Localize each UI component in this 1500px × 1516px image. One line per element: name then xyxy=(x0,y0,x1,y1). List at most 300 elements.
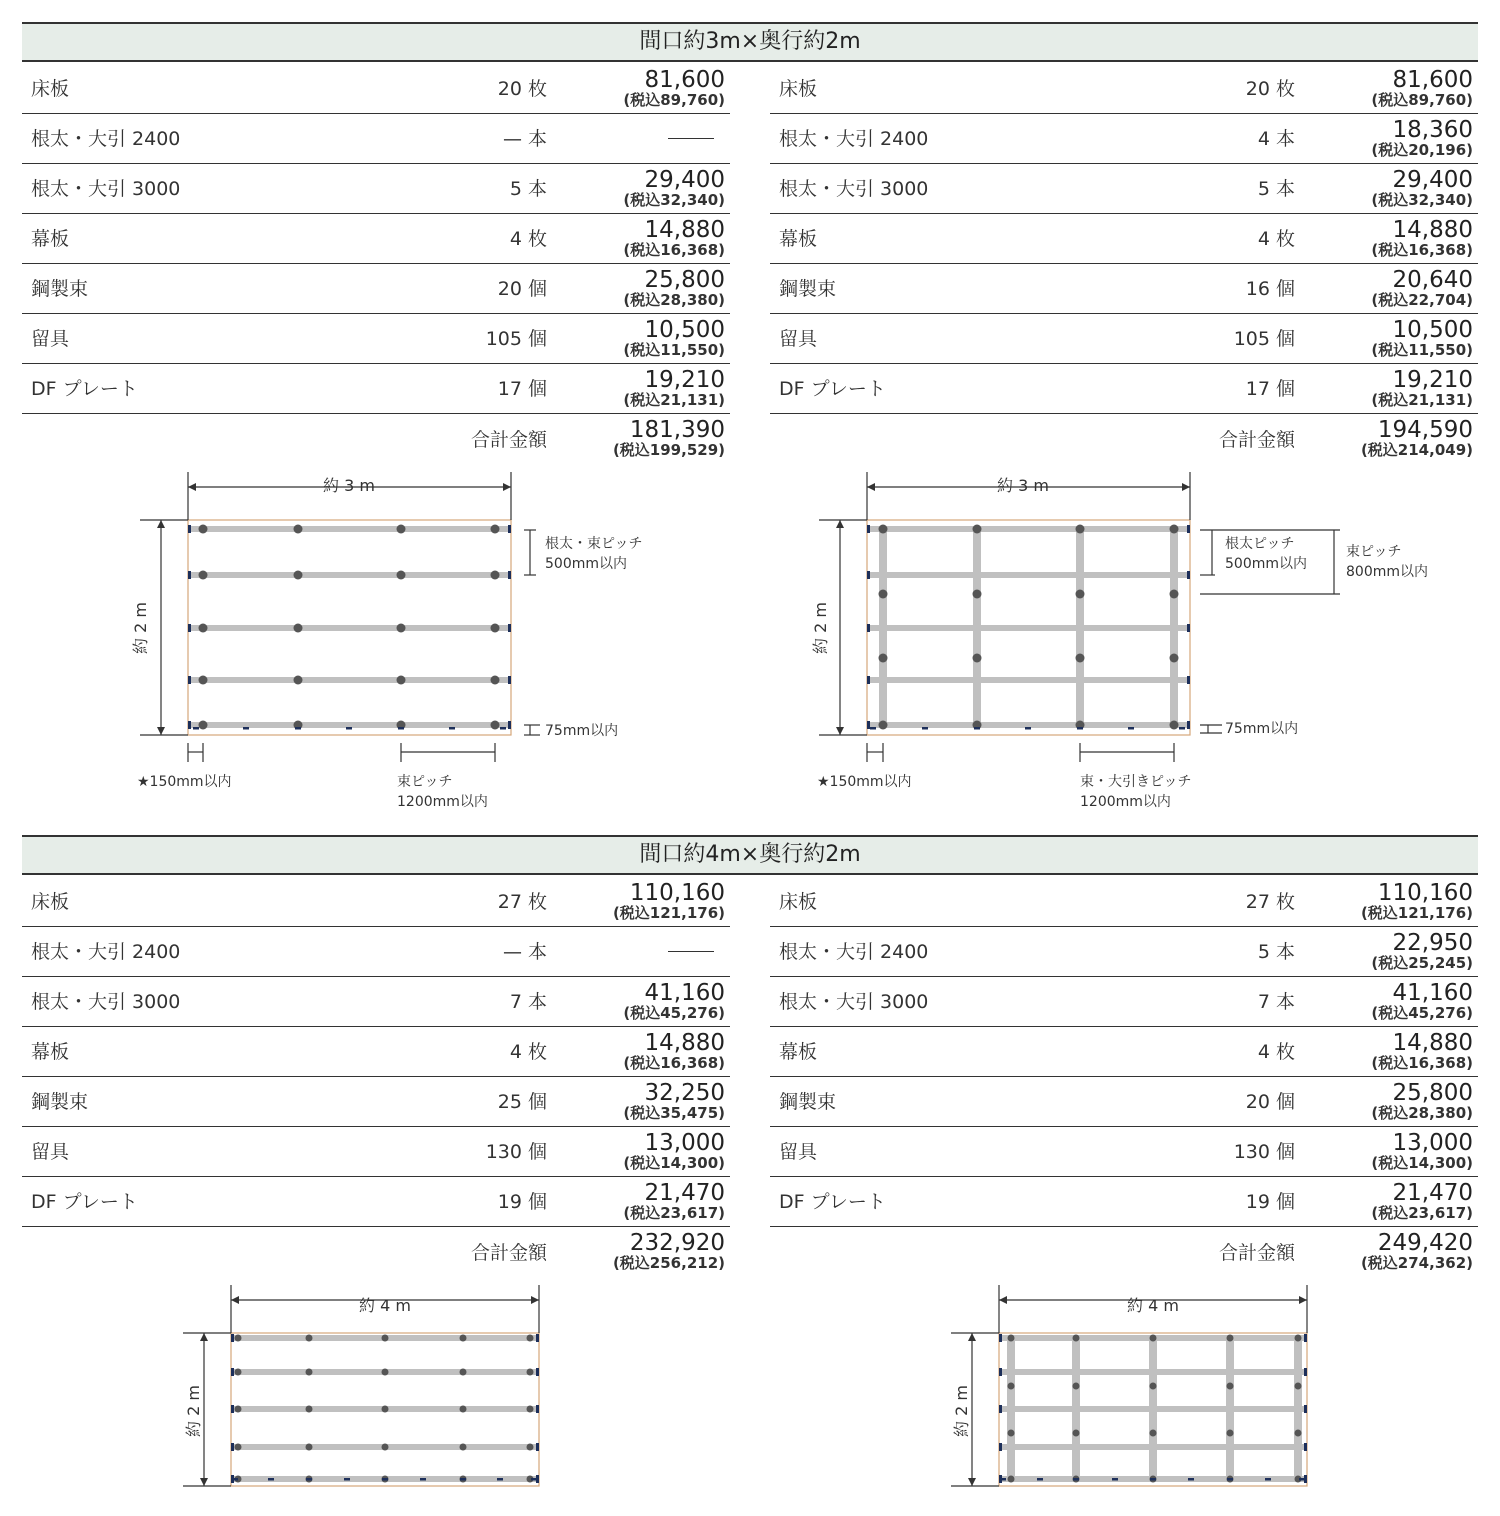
bottom-clip xyxy=(922,727,928,730)
item-qty: 5 本 xyxy=(509,178,547,200)
bottom-clip xyxy=(398,727,404,730)
bottom-pitch-label: 束・大引きピッチ xyxy=(1080,774,1192,790)
price-value: 110,160 xyxy=(1377,880,1473,906)
item-qty: 7 本 xyxy=(509,991,547,1013)
item-name: 鋼製束 xyxy=(31,1091,89,1113)
price-value: 21,470 xyxy=(1392,1180,1473,1206)
price-tax: (税込89,760) xyxy=(623,91,725,109)
item-name: DF プレート xyxy=(31,1191,138,1213)
item-qty: 4 枚 xyxy=(1257,1041,1295,1063)
post-dot xyxy=(879,590,888,599)
item-qty: 16 個 xyxy=(1245,278,1295,300)
joist-horizontal xyxy=(190,677,509,683)
edge-label: 75mm以内 xyxy=(1225,721,1299,737)
post-dot xyxy=(1008,1430,1015,1437)
bottom-clip xyxy=(1073,1478,1079,1481)
post-dot xyxy=(382,1335,389,1342)
item-qty: 20 枚 xyxy=(1245,78,1295,100)
bottom-pitch-value: 1200mm以内 xyxy=(1080,794,1171,810)
post-dot xyxy=(491,624,500,633)
item-name: 床板 xyxy=(779,78,818,100)
item-qty: 27 枚 xyxy=(497,891,547,913)
post-dot xyxy=(306,1444,313,1451)
end-clip xyxy=(867,571,870,579)
post-dot xyxy=(1227,1383,1234,1390)
price-tax: (税込214,049) xyxy=(1360,441,1473,459)
joist-horizontal xyxy=(190,572,509,578)
post-dot xyxy=(527,1369,534,1376)
post-dot xyxy=(460,1369,467,1376)
price-tax: (税込45,276) xyxy=(623,1004,725,1022)
price-value: 110,160 xyxy=(629,880,725,906)
post-dot xyxy=(879,721,888,730)
post-dot xyxy=(1076,590,1085,599)
end-clip xyxy=(1304,1443,1307,1451)
price-tax: (税込199,529) xyxy=(612,441,725,459)
price-tax: (税込256,212) xyxy=(612,1254,725,1272)
post-dot xyxy=(199,571,208,580)
price-value: 81,600 xyxy=(644,67,725,93)
item-name: 幕板 xyxy=(31,228,70,250)
item-qty: 5 本 xyxy=(1257,178,1295,200)
post-pitch-label: 束ピッチ xyxy=(1346,544,1402,560)
post-dot xyxy=(1076,525,1085,534)
post-dot xyxy=(294,525,303,534)
star-label: ★150mm以内 xyxy=(137,774,232,790)
post-dot xyxy=(382,1369,389,1376)
bottom-clip xyxy=(268,1478,274,1481)
post-dot xyxy=(491,525,500,534)
price-value: 194,590 xyxy=(1377,417,1473,443)
bottom-clip xyxy=(232,1478,238,1481)
price-value: 29,400 xyxy=(1392,167,1473,193)
price-tax: (税込32,340) xyxy=(623,191,725,209)
post-dot xyxy=(460,1406,467,1413)
bottom-clip xyxy=(449,727,455,730)
post-dot xyxy=(1295,1383,1302,1390)
item-name: 幕板 xyxy=(779,1041,818,1063)
post-dot xyxy=(294,676,303,685)
depth-label: 約 2 m xyxy=(811,602,830,654)
edge-label: 75mm以内 xyxy=(545,723,619,739)
joist-horizontal xyxy=(869,526,1188,532)
post-dot xyxy=(235,1406,242,1413)
price-tax: (税込28,380) xyxy=(1371,1104,1473,1122)
price-tax: (税込89,760) xyxy=(1371,91,1473,109)
post-dot xyxy=(491,676,500,685)
post-dot xyxy=(1073,1383,1080,1390)
item-qty: 17 個 xyxy=(1245,378,1295,400)
width-label: 約 4 m xyxy=(359,1296,411,1315)
price-value: 25,800 xyxy=(1392,1080,1473,1106)
post-dot xyxy=(1227,1430,1234,1437)
bottom-clip xyxy=(193,727,199,730)
price-value: 22,950 xyxy=(1392,930,1473,956)
end-clip xyxy=(1187,676,1190,684)
end-clip xyxy=(1304,1368,1307,1376)
section-header: 間口約4m×奥行約2m xyxy=(22,835,1478,875)
item-qty: 19 個 xyxy=(1245,1191,1295,1213)
post-dot xyxy=(199,624,208,633)
item-name: 鋼製束 xyxy=(779,1091,837,1113)
item-qty: 130 個 xyxy=(1233,1141,1295,1163)
item-name: DF プレート xyxy=(779,1191,886,1213)
end-clip xyxy=(867,525,870,533)
price-value: 249,420 xyxy=(1377,1230,1473,1256)
pitch-value: 500mm以内 xyxy=(1225,556,1307,572)
item-name: DF プレート xyxy=(31,378,138,400)
item-qty: — 本 xyxy=(502,128,547,150)
item-qty: 4 枚 xyxy=(509,228,547,250)
bottom-clip xyxy=(1179,727,1185,730)
arrow-head xyxy=(968,1333,976,1341)
item-qty: 4 本 xyxy=(1257,128,1295,150)
end-clip xyxy=(1187,624,1190,632)
joist-horizontal xyxy=(869,572,1188,578)
post-dot xyxy=(1076,654,1085,663)
joist-horizontal xyxy=(1001,1369,1305,1375)
joist-horizontal xyxy=(869,677,1188,683)
post-dot xyxy=(1150,1430,1157,1437)
post-dot xyxy=(235,1369,242,1376)
price-tax: (税込23,617) xyxy=(623,1204,725,1222)
item-qty: 20 枚 xyxy=(497,78,547,100)
end-clip xyxy=(999,1334,1002,1342)
bottom-pitch-value: 1200mm以内 xyxy=(397,794,488,810)
bottom-clip xyxy=(344,1478,350,1481)
post-dot xyxy=(235,1444,242,1451)
end-clip xyxy=(231,1405,234,1413)
width-label: 約 3 m xyxy=(997,476,1049,495)
end-clip xyxy=(536,1334,539,1342)
price-tax: (税込22,704) xyxy=(1371,291,1473,309)
end-clip xyxy=(508,571,511,579)
end-clip xyxy=(867,721,870,729)
item-qty: 27 枚 xyxy=(1245,891,1295,913)
width-label: 約 4 m xyxy=(1127,1296,1179,1315)
post-dot xyxy=(1008,1383,1015,1390)
arrow-head xyxy=(200,1333,208,1341)
pitch-label: 根太・束ピッチ xyxy=(545,536,643,552)
post-dot xyxy=(527,1406,534,1413)
item-name: 幕板 xyxy=(31,1041,70,1063)
price-value: 13,000 xyxy=(644,1130,725,1156)
item-name: 留具 xyxy=(31,328,70,350)
end-clip xyxy=(188,571,191,579)
item-name: 鋼製束 xyxy=(779,278,837,300)
end-clip xyxy=(188,676,191,684)
post-dot xyxy=(294,624,303,633)
post-dot xyxy=(397,624,406,633)
bottom-clip xyxy=(460,1478,466,1481)
post-dot xyxy=(1170,590,1179,599)
post-dot xyxy=(460,1335,467,1342)
price-value: 181,390 xyxy=(629,417,725,443)
post-dot xyxy=(1295,1430,1302,1437)
bottom-clip xyxy=(1128,727,1134,730)
price-value: 19,210 xyxy=(1392,367,1473,393)
end-clip xyxy=(231,1368,234,1376)
bottom-clip xyxy=(531,1478,537,1481)
end-clip xyxy=(188,525,191,533)
section-header: 間口約3m×奥行約2m xyxy=(22,22,1478,62)
price-value: 81,600 xyxy=(1392,67,1473,93)
price-tax: (税込16,368) xyxy=(1371,241,1473,259)
end-clip xyxy=(867,676,870,684)
end-clip xyxy=(536,1443,539,1451)
price-tax: (税込121,176) xyxy=(1360,904,1473,922)
arrow-head xyxy=(188,483,196,491)
price-tax: (税込35,475) xyxy=(623,1104,725,1122)
depth-label: 約 2 m xyxy=(952,1385,971,1437)
price-tax: (税込121,176) xyxy=(612,904,725,922)
price-tax: (税込274,362) xyxy=(1360,1254,1473,1272)
bottom-clip xyxy=(346,727,352,730)
arrow-head xyxy=(1299,1296,1307,1304)
joist-horizontal xyxy=(190,625,509,631)
arrow-head xyxy=(1182,483,1190,491)
price-value: 10,500 xyxy=(1392,317,1473,343)
item-name: 鋼製束 xyxy=(31,278,89,300)
price-value: 41,160 xyxy=(1392,980,1473,1006)
end-clip xyxy=(508,525,511,533)
joist-horizontal xyxy=(1001,1406,1305,1412)
end-clip xyxy=(999,1368,1002,1376)
end-clip xyxy=(999,1405,1002,1413)
post-dot xyxy=(1008,1335,1015,1342)
price-tax: (税込45,276) xyxy=(1371,1004,1473,1022)
end-clip xyxy=(231,1443,234,1451)
price-tax: (税込21,131) xyxy=(1371,391,1473,409)
bottom-clip xyxy=(1000,1478,1006,1481)
price-tax: (税込16,368) xyxy=(623,1054,725,1072)
arrow-head xyxy=(503,483,511,491)
item-name: 床板 xyxy=(31,78,70,100)
item-name: 幕板 xyxy=(779,228,818,250)
post-dot xyxy=(199,721,208,730)
price-value: 14,880 xyxy=(1392,1030,1473,1056)
item-qty: — 本 xyxy=(502,941,547,963)
end-clip xyxy=(508,676,511,684)
arrow-head xyxy=(231,1296,239,1304)
post-dot xyxy=(397,676,406,685)
bottom-clip xyxy=(306,1478,312,1481)
post-dot xyxy=(397,525,406,534)
post-dot xyxy=(1170,721,1179,730)
post-dot xyxy=(973,525,982,534)
price-tax: (税込11,550) xyxy=(1371,341,1473,359)
price-value: 20,640 xyxy=(1392,267,1473,293)
bottom-clip xyxy=(1077,727,1083,730)
price-value: 29,400 xyxy=(644,167,725,193)
post-dot xyxy=(1008,1476,1015,1483)
bottom-clip xyxy=(1299,1478,1305,1481)
end-clip xyxy=(867,624,870,632)
item-name: 根太・大引 2400 xyxy=(779,128,929,150)
price-value: 14,880 xyxy=(1392,217,1473,243)
post-dot xyxy=(527,1444,534,1451)
item-qty: 20 個 xyxy=(497,278,547,300)
price-tax: (税込21,131) xyxy=(623,391,725,409)
item-name: 留具 xyxy=(779,328,818,350)
depth-label: 約 2 m xyxy=(131,602,150,654)
price-tax: (税込23,617) xyxy=(1371,1204,1473,1222)
item-qty: 25 個 xyxy=(497,1091,547,1113)
post-dot xyxy=(199,676,208,685)
item-qty: 7 本 xyxy=(1257,991,1295,1013)
arrow-head xyxy=(867,483,875,491)
price-tax: (税込14,300) xyxy=(1371,1154,1473,1172)
arrow-head xyxy=(836,727,844,735)
bottom-clip xyxy=(1265,1478,1271,1481)
post-dot xyxy=(1073,1335,1080,1342)
total-label: 合計金額 xyxy=(470,1242,547,1264)
item-name: 根太・大引 2400 xyxy=(31,941,181,963)
end-clip xyxy=(999,1443,1002,1451)
price-value: 10,500 xyxy=(644,317,725,343)
post-dot xyxy=(306,1335,313,1342)
joist-horizontal xyxy=(869,625,1188,631)
bottom-clip xyxy=(420,1478,426,1481)
price-value: 21,470 xyxy=(644,1180,725,1206)
price-tax: (税込20,196) xyxy=(1371,141,1473,159)
end-clip xyxy=(1304,1405,1307,1413)
post-dot xyxy=(306,1369,313,1376)
item-qty: 4 枚 xyxy=(509,1041,547,1063)
total-label: 合計金額 xyxy=(470,429,547,451)
bottom-clip xyxy=(497,1478,503,1481)
post-dot xyxy=(1073,1430,1080,1437)
item-name: 床板 xyxy=(31,891,70,913)
bottom-clip xyxy=(974,727,980,730)
price-value: 14,880 xyxy=(644,1030,725,1056)
post-dot xyxy=(491,721,500,730)
star-label: ★150mm以内 xyxy=(817,774,912,790)
bottom-clip xyxy=(1188,1478,1194,1481)
bottom-clip xyxy=(1227,1478,1233,1481)
post-dot xyxy=(306,1406,313,1413)
price-value: 41,160 xyxy=(644,980,725,1006)
item-name: 床板 xyxy=(779,891,818,913)
bottom-clip xyxy=(870,727,876,730)
end-clip xyxy=(1187,721,1190,729)
item-qty: 105 個 xyxy=(1233,328,1295,350)
end-clip xyxy=(508,721,511,729)
pitch-label: 根太ピッチ xyxy=(1225,536,1295,552)
item-name: 根太・大引 2400 xyxy=(779,941,929,963)
bottom-pitch-label: 束ピッチ xyxy=(397,774,453,790)
post-pitch-value: 800mm以内 xyxy=(1346,564,1428,580)
price-tax: (税込28,380) xyxy=(623,291,725,309)
item-qty: 5 本 xyxy=(1257,941,1295,963)
item-qty: 20 個 xyxy=(1245,1091,1295,1113)
price-value: 14,880 xyxy=(644,217,725,243)
post-dot xyxy=(527,1335,534,1342)
item-qty: 4 枚 xyxy=(1257,228,1295,250)
end-clip xyxy=(1187,525,1190,533)
bottom-clip xyxy=(1150,1478,1156,1481)
bottom-clip xyxy=(295,727,301,730)
end-clip xyxy=(508,624,511,632)
item-qty: 130 個 xyxy=(485,1141,547,1163)
item-name: 根太・大引 2400 xyxy=(31,128,181,150)
post-dot xyxy=(879,654,888,663)
pitch-value: 500mm以内 xyxy=(545,556,627,572)
item-qty: 19 個 xyxy=(497,1191,547,1213)
arrow-head xyxy=(200,1478,208,1486)
post-dot xyxy=(1170,525,1179,534)
post-dot xyxy=(382,1444,389,1451)
item-name: 根太・大引 3000 xyxy=(779,991,929,1013)
post-dot xyxy=(1150,1335,1157,1342)
price-value: 13,000 xyxy=(1392,1130,1473,1156)
price-value: 32,250 xyxy=(644,1080,725,1106)
end-clip xyxy=(188,721,191,729)
joist-horizontal xyxy=(190,526,509,532)
post-dot xyxy=(1150,1383,1157,1390)
end-clip xyxy=(1304,1334,1307,1342)
bottom-clip xyxy=(500,727,506,730)
post-dot xyxy=(397,571,406,580)
arrow-head xyxy=(157,727,165,735)
bottom-clip xyxy=(1037,1478,1043,1481)
arrow-head xyxy=(531,1296,539,1304)
total-label: 合計金額 xyxy=(1218,429,1295,451)
post-dot xyxy=(973,654,982,663)
price-tax: (税込11,550) xyxy=(623,341,725,359)
post-dot xyxy=(973,590,982,599)
depth-label: 約 2 m xyxy=(184,1385,203,1437)
end-clip xyxy=(536,1368,539,1376)
item-qty: 105 個 xyxy=(485,328,547,350)
post-dot xyxy=(460,1444,467,1451)
end-clip xyxy=(231,1334,234,1342)
item-name: 根太・大引 3000 xyxy=(31,991,181,1013)
price-value: 18,360 xyxy=(1392,117,1473,143)
bottom-clip xyxy=(1112,1478,1118,1481)
arrow-head xyxy=(999,1296,1007,1304)
post-dot xyxy=(1170,654,1179,663)
price-tax: (税込16,368) xyxy=(1371,1054,1473,1072)
post-dot xyxy=(199,525,208,534)
post-dot xyxy=(1295,1335,1302,1342)
total-label: 合計金額 xyxy=(1218,1242,1295,1264)
item-name: DF プレート xyxy=(779,378,886,400)
post-dot xyxy=(1227,1335,1234,1342)
width-label: 約 3 m xyxy=(323,476,375,495)
item-name: 留具 xyxy=(31,1141,70,1163)
item-qty: 17 個 xyxy=(497,378,547,400)
price-value: 25,800 xyxy=(644,267,725,293)
post-dot xyxy=(879,525,888,534)
end-clip xyxy=(188,624,191,632)
price-value: 19,210 xyxy=(644,367,725,393)
price-tax: (税込16,368) xyxy=(623,241,725,259)
arrow-head xyxy=(157,520,165,528)
arrow-head xyxy=(836,520,844,528)
post-dot xyxy=(235,1335,242,1342)
price-value: 232,920 xyxy=(629,1230,725,1256)
item-name: 根太・大引 3000 xyxy=(779,178,929,200)
bottom-clip xyxy=(243,727,249,730)
arrow-head xyxy=(968,1478,976,1486)
post-dot xyxy=(294,571,303,580)
item-name: 留具 xyxy=(779,1141,818,1163)
end-clip xyxy=(1187,571,1190,579)
price-tax: (税込14,300) xyxy=(623,1154,725,1172)
bottom-clip xyxy=(1025,727,1031,730)
end-clip xyxy=(536,1405,539,1413)
